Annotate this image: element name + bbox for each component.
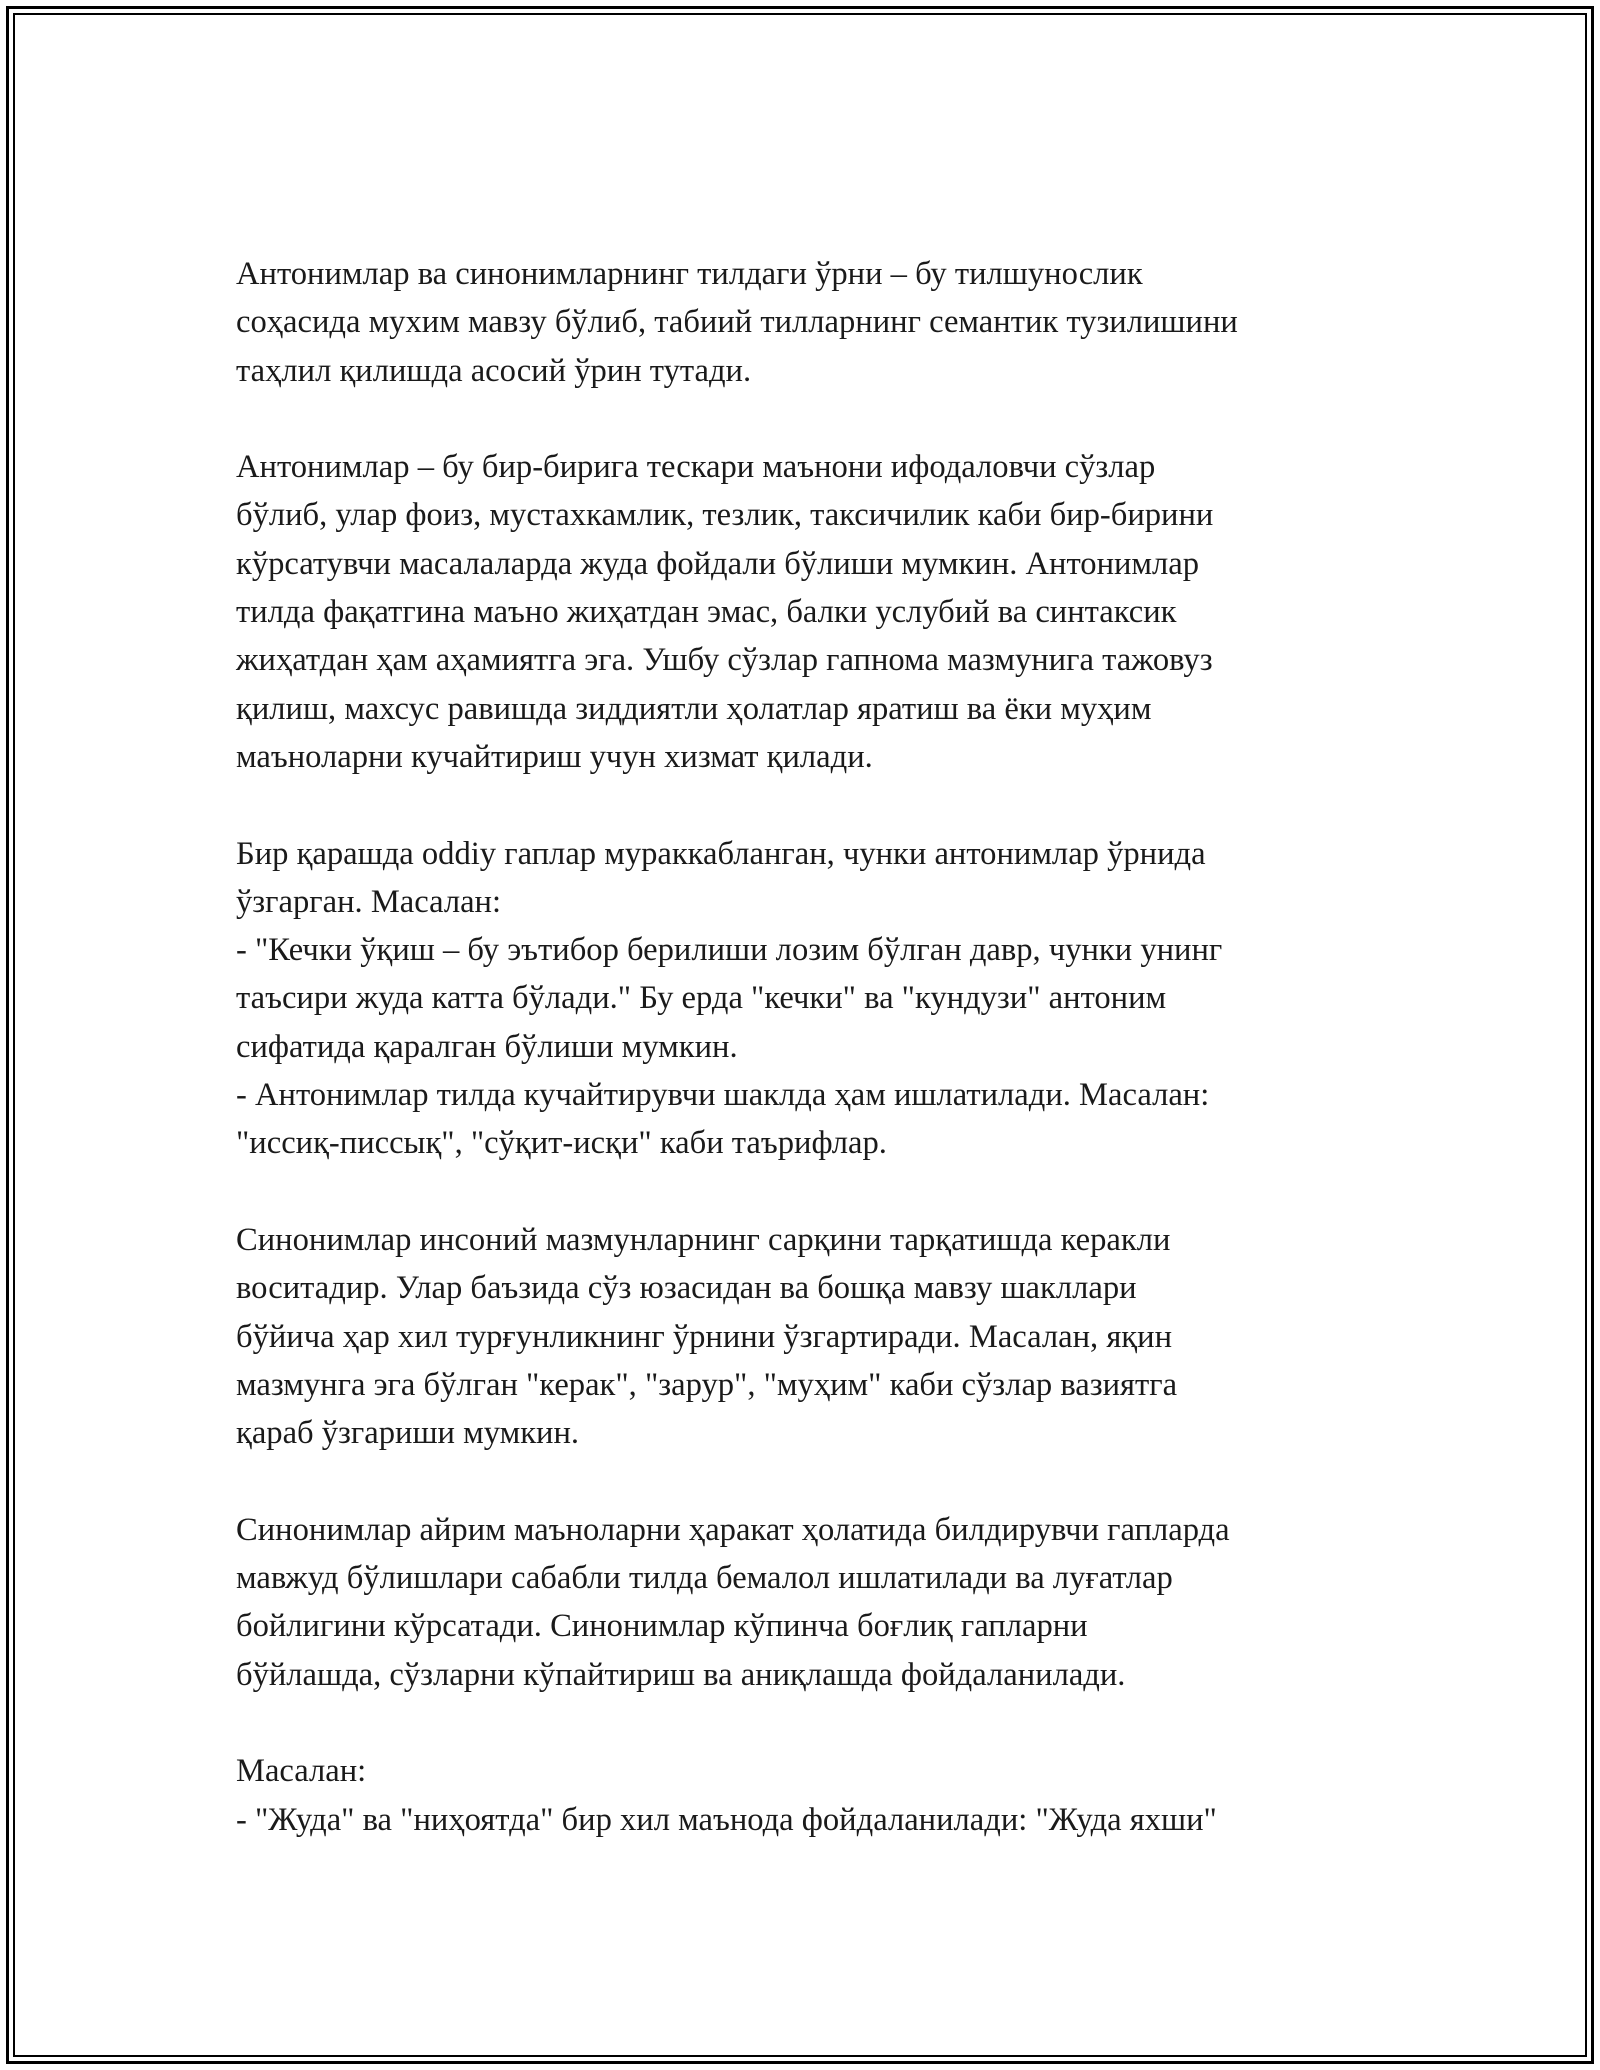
paragraph: Антонимлар ва синонимларнинг тилдаги ўрни – бу тилшунослик соҳасида мухим мавзу бўлиб, табиий тилларнинг семантик тузилишини таҳлил қилишда асосий ўрин тутади. [236,256,1238,389]
paragraph: Бир қарашда oddiy гаплар мураккабланган, чунки антонимлар ўрнида ўзгарган. Масалан: - "Кечки ўқиш – бу эътибор берилиши лозим бўлган давр, чунки унинг таъсири жуда катта бўлади." Бу ерда "кечки" ва "кундузи" антоним сифатида қаралган бўлиши мумкин. - Антонимлар тилда кучайтирувчи шаклда ҳам ишлатилади. Масалан: "иссиқ-писсық", "сўқит-исқи" каби таърифлар. [236,835,1223,1162]
paragraph: Масалан: - "Жуда" ва "ниҳоятда" бир хил маънода фойдаланилади: "Жуда яхши" [236,1753,1217,1838]
document-body [236,250,1376,1844]
paragraph: Синонимлар айрим маъноларни ҳаракат ҳолатида билдирувчи гапларда мавжуд бўлишлари сабабли тилда бемалол ишлатилади ва луғатлар бойлигини кўрсатади. Синонимлар кўпинча боғлиқ гапларни бўйлашда, сўзларни кўпайтириш ва аниқлашда фойдаланилади. [236,1511,1230,1693]
paragraph: Синонимлар инсоний мазмунларнинг сарқини тарқатишда керакли воситадир. Улар баъзида сўз юзасидан ва бошқа мавзу шакллари бўйича ҳар хил турғунликнинг ўрнини ўзгартиради. Масалан, яқин мазмунга эга бўлган "керак", "зарур", "муҳим" каби сўзлар вазиятга қараб ўзгариши мумкин. [236,1221,1178,1452]
paragraph: Антонимлар – бу бир-бирига тескари маънони ифодаловчи сўзлар бўлиб, улар фоиз, мустахкамлик, тезлик, таксичилик каби бир-бирини кўрсатувчи масалаларда жуда фойдали бўлиши мумкин. Антонимлар тилда фақатгина маъно жиҳатдан эмас, балки услубий ва синтаксик жиҳатдан ҳам аҳамиятга эга. Ушбу сўзлар гапнома мазмунига тажовуз қилиш, махсус равишда зиддиятли ҳолатлар яратиш ва ёки муҳим маъноларни кучайтириш учун хизмат қилади. [236,449,1214,775]
